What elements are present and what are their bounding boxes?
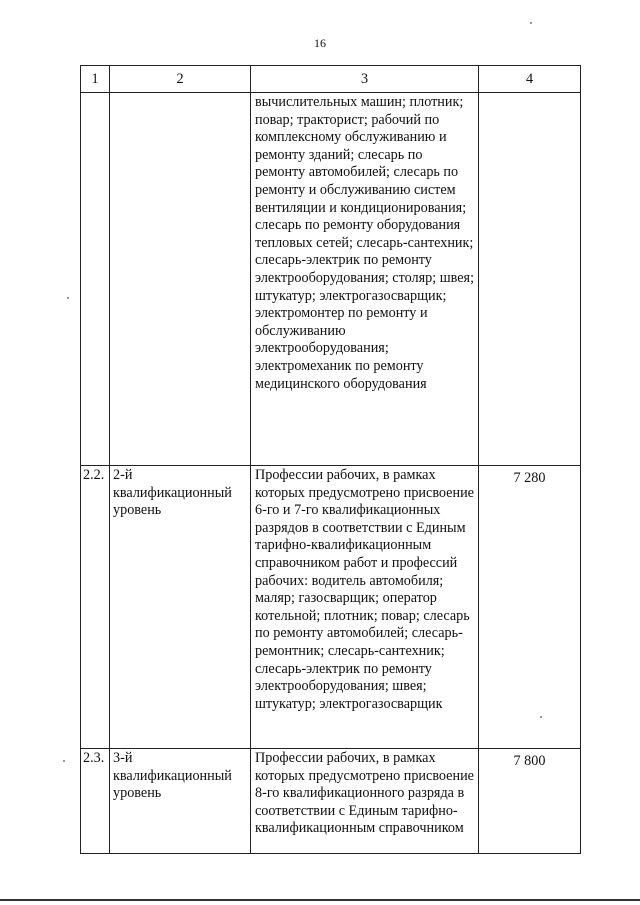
- professions-text: вычислительных машин; плотник; повар; тракторист; рабочий по комплексному обслуживанию и ремонту зданий; слесарь по ремонту автомобилей; слесарь по ремонту и обслуживанию систем вентиляции и кондиционирования; слесарь по ремонту оборудования тепловых сетей; слесарь-сантехник; слесарь-электрик по ремонту электрооборудования; столяр; швея; штукатур; электрогазосварщик; электромонтер по ремонту и обслуживанию электрооборудования; электромеханик по ремонту медицинского оборудования: [251, 93, 479, 466]
- amount: [479, 93, 581, 466]
- header-col-4: 4: [479, 66, 581, 93]
- row-number: 2.3.: [81, 749, 110, 854]
- qualification-level: 2-й квалификационный уровень: [110, 466, 251, 749]
- scan-speck: [540, 716, 542, 718]
- table-row: [81, 93, 581, 466]
- table-row: [81, 749, 581, 854]
- row-number: 2.2.: [81, 466, 110, 749]
- professions-text: Профессии рабочих, в рамках которых предусмотрено присвоение 8-го квалификационного разряда в соответствии с Единым тарифно-квалификационным справочником: [251, 749, 479, 854]
- professions-text: Профессии рабочих, в рамках которых предусмотрено присвоение 6-го и 7-го квалификационных разрядов в соответствии с Единым тарифно-квалификационным справочником работ и профессий рабочих: водитель автомобиля; маляр; газосварщик; оператор котельной; плотник; повар; слесарь по ремонту автомобилей; слесарь-ремонтник; слесарь-сантехник; слесарь-электрик по ремонту электрооборудования; швея; штукатур; электрогазосварщик: [251, 466, 479, 749]
- scan-speck: [63, 760, 65, 762]
- qualification-level: [110, 93, 251, 466]
- scan-speck: [530, 22, 532, 24]
- header-row: [81, 66, 581, 93]
- scan-speck: [67, 297, 69, 299]
- bottom-rule: [0, 899, 640, 901]
- header-col-3: 3: [251, 66, 479, 93]
- amount: 7 800: [479, 749, 581, 854]
- row-number: [81, 93, 110, 466]
- qualification-level: 3-й квалификационный уровень: [110, 749, 251, 854]
- qualification-table: [80, 65, 581, 854]
- page-number: 16: [314, 36, 326, 50]
- header-col-2: 2: [110, 66, 251, 93]
- table-row: [81, 466, 581, 749]
- amount: 7 280: [479, 466, 581, 749]
- header-col-1: 1: [81, 66, 110, 93]
